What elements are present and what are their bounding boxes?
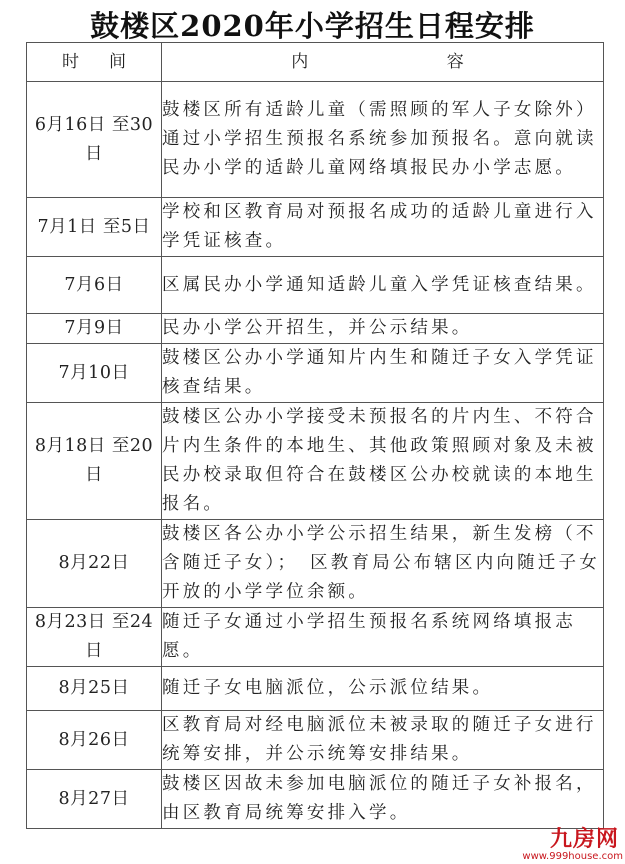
table-row bbox=[27, 667, 604, 711]
page-title: 鼓楼区2020年小学招生日程安排 bbox=[90, 9, 535, 43]
row-content: 民办小学公开招生，并公示结果。 bbox=[162, 314, 604, 344]
row-content: 区教育局对经电脑派位未被录取的随迁子女进行统筹安排，并公示统筹安排结果。 bbox=[162, 711, 604, 770]
header-time-char-1: 时 bbox=[62, 51, 79, 72]
row-time: 8月25日 bbox=[27, 667, 162, 711]
row-content: 学校和区教育局对预报名成功的适龄儿童进行入学凭证核查。 bbox=[162, 198, 604, 257]
row-content: 随迁子女通过小学招生预报名系统网络填报志愿。 bbox=[162, 608, 604, 667]
header-content bbox=[162, 43, 604, 82]
table-row bbox=[27, 314, 604, 344]
row-time: 8月22日 bbox=[27, 520, 162, 608]
table-header-row bbox=[27, 43, 604, 82]
row-time: 8月23日 至24日 bbox=[27, 608, 162, 667]
table-row bbox=[27, 608, 604, 667]
row-content: 随迁子女电脑派位，公示派位结果。 bbox=[162, 667, 604, 711]
row-time: 8月27日 bbox=[27, 770, 162, 829]
row-content: 鼓楼区公办小学通知片内生和随迁子女入学凭证核查结果。 bbox=[162, 344, 604, 403]
header-content-char-1: 内 bbox=[291, 51, 309, 72]
row-content: 鼓楼区因故未参加电脑派位的随迁子女补报名，由区教育局统筹安排入学。 bbox=[162, 770, 604, 829]
table-row bbox=[27, 257, 604, 314]
table-row bbox=[27, 198, 604, 257]
row-time: 7月10日 bbox=[27, 344, 162, 403]
table-row bbox=[27, 520, 604, 608]
row-content: 鼓楼区公办小学接受未预报名的片内生、不符合片内生条件的本地生、其他政策照顾对象及未被民办校录取但符合在鼓楼区公办校就读的本地生报名。 bbox=[162, 403, 604, 520]
table-row bbox=[27, 344, 604, 403]
watermark-url: www.999house.com bbox=[522, 851, 623, 862]
header-time bbox=[27, 43, 162, 82]
row-time: 7月6日 bbox=[27, 257, 162, 314]
row-content: 鼓楼区所有适龄儿童（需照顾的军人子女除外）通过小学招生预报名系统参加预报名。意向就读民办小学的适龄儿童网络填报民办小学志愿。 bbox=[162, 82, 604, 198]
table-row bbox=[27, 403, 604, 520]
row-time: 8月26日 bbox=[27, 711, 162, 770]
watermark bbox=[502, 822, 625, 864]
table-row bbox=[27, 770, 604, 829]
header-content-char-2: 容 bbox=[446, 51, 464, 72]
row-time: 6月16日 至30日 bbox=[27, 82, 162, 198]
row-content: 鼓楼区各公办小学公示招生结果，新生发榜（不含随迁子女）； 区教育局公布辖区内向随迁子女开放的小学学位余额。 bbox=[162, 520, 604, 608]
row-content: 区属民办小学通知适龄儿童入学凭证核查结果。 bbox=[162, 257, 604, 314]
table-row bbox=[27, 82, 604, 198]
table-row bbox=[27, 711, 604, 770]
row-time: 7月1日 至5日 bbox=[27, 198, 162, 257]
row-time: 7月9日 bbox=[27, 314, 162, 344]
watermark-logo: 九房网 bbox=[549, 827, 619, 852]
row-time: 8月18日 至20日 bbox=[27, 403, 162, 520]
header-time-char-2: 间 bbox=[109, 51, 126, 72]
schedule-table bbox=[26, 42, 604, 829]
